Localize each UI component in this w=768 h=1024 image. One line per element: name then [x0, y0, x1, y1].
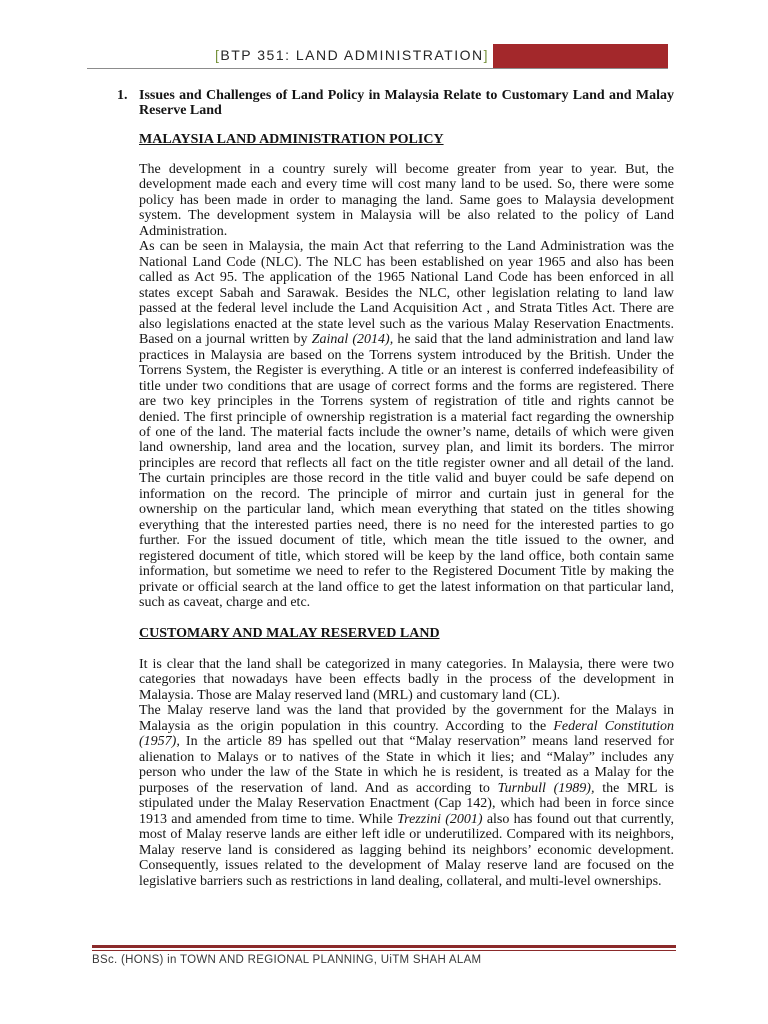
paragraph — [139, 657, 674, 703]
text-line — [139, 734, 674, 749]
text-line-content: information on the record. The principle of mirror and curtain just in general for the — [139, 486, 674, 502]
text-line — [139, 255, 674, 270]
header-rule — [87, 68, 668, 69]
italic-citation: Zainal (2014), — [311, 332, 394, 348]
text-line-content: land ownership, land area and the location, survey plan, and limit its borders. The mirror — [139, 440, 674, 456]
header-color-bar — [493, 44, 668, 68]
text-line-content — [139, 812, 674, 827]
text-line-content: Malaysia. Those are Malay reserved land (MRL) and customary land (CL). — [139, 687, 561, 703]
paragraph — [139, 162, 674, 239]
text-line — [139, 440, 674, 455]
text-run: Based on a journal written by — [139, 332, 312, 348]
text-line-content: As can be seen in Malaysia, the main Act that referring to the Land Administration was the — [139, 239, 674, 255]
section-number: 1. — [117, 88, 128, 103]
subsection-body-customary-and-malay-reserved-land — [139, 657, 674, 889]
section-title-line — [139, 103, 674, 118]
text-line — [139, 425, 674, 440]
text-line — [139, 750, 674, 765]
text-line — [139, 533, 674, 548]
text-line-content: of one of the land. The material facts include the owner’s name, details of which were given — [139, 424, 674, 440]
text-line — [139, 812, 674, 827]
paragraph — [139, 239, 674, 610]
text-line-content: are two key principles in the Torrens system of registration of title and rights cannot be — [139, 394, 674, 410]
text-line-content: private or official search at the land office to get the latest information on that particular land, — [139, 579, 674, 595]
subsection-body-land-administration-policy — [139, 162, 674, 611]
text-line-content: also legislations enacted at the state level such as the various Malay Reservation Enactments. — [139, 316, 674, 332]
text-line-content: National Land Code (NLC). The NLC has been established on year 1965 and also has been — [139, 254, 674, 270]
text-line-content: registered document of title, which stored will be keep by the land office, both contain same — [139, 548, 674, 564]
text-line — [139, 874, 674, 889]
text-line-content: stipulated under the Malay Reservation Enactment (Cap 142), which had been in force since — [139, 796, 674, 812]
text-line-content: everything that the interested parties need, there is no need for the interested parties to go — [139, 517, 674, 533]
text-line — [139, 224, 674, 239]
text-run: purposes of the reservation of land. And as according to — [139, 780, 498, 796]
text-line-content: Issues and Challenges of Land Policy in Malaysia Relate to Customary Land and Malay — [139, 88, 674, 103]
text-line — [139, 595, 674, 610]
text-line — [139, 564, 674, 579]
text-line — [139, 672, 674, 687]
italic-citation: (1957), — [139, 734, 180, 750]
text-line — [139, 379, 674, 394]
text-line — [139, 394, 674, 409]
text-line — [139, 858, 674, 873]
text-line — [139, 177, 674, 192]
text-line — [139, 286, 674, 301]
text-line — [139, 363, 674, 378]
text-line-content — [139, 719, 674, 734]
text-line — [139, 162, 674, 177]
text-line-content: development made each and every time will cost many land to be used. So, there were some — [139, 177, 674, 193]
text-line-content: system. The development system in Malaysia will be also related to the policy of Land — [139, 208, 674, 224]
text-line — [139, 827, 674, 842]
footer-rule-thick — [92, 945, 676, 948]
italic-citation: Trezzini (2001) — [397, 811, 483, 827]
text-line-content: further. For the issued document of title, which mean the title issued to the owner, and — [139, 533, 674, 549]
section-title-line — [139, 88, 674, 103]
text-line-content: Consequently, issues related to the development of Malay reserve land are focused on the — [139, 858, 674, 874]
text-line-content: person who under the law of the State in which he is resident, is treated as a Malay for the — [139, 765, 674, 781]
text-line-content: denied. The first principle of ownership registration is a material fact regarding the ownership — [139, 409, 674, 425]
text-line — [139, 193, 674, 208]
text-line-content: The development in a country surely will become greater from year to year. But, the — [139, 162, 674, 177]
text-line — [139, 348, 674, 363]
text-run: In the article 89 has spelled out that “Malay reservation” means land reserved for — [179, 734, 674, 750]
text-line-content: title under two conditions that are usage of correct forms and the forms are registered. There — [139, 378, 674, 394]
text-line — [139, 657, 674, 672]
text-line — [139, 781, 674, 796]
text-line-content: Administration. — [139, 223, 228, 239]
text-line — [139, 239, 674, 254]
text-line — [139, 317, 674, 332]
text-line-content: The curtain principles are those record in the title valid and buyer could be safe depend on — [139, 471, 674, 487]
text-line-content: states except Sabah and Sarawak. Besides the NLC, other legislation relating to land law — [139, 285, 674, 301]
text-line-content: Reserve Land — [139, 103, 222, 119]
text-line — [139, 580, 674, 595]
section-title — [139, 88, 674, 119]
footer-rule-thin — [92, 950, 676, 951]
text-line — [139, 688, 674, 703]
text-line — [139, 301, 674, 316]
text-line-content: Torrens System, the Register is everything. A title or an interest is conferred indefeasibility of — [139, 363, 674, 379]
text-line — [139, 765, 674, 780]
text-line-content — [139, 332, 674, 347]
text-line-content: Malay reserve land is considered as lagging behind its neighbors’ economic development. — [139, 842, 674, 858]
text-line — [139, 549, 674, 564]
text-line-content — [139, 781, 674, 796]
text-line-content: categories that nowadays have been effects badly in the process of the development in — [139, 672, 674, 688]
text-line — [139, 518, 674, 533]
text-line — [139, 270, 674, 285]
text-line — [139, 208, 674, 223]
text-line-content: information, but sometime we need to refer to the Registered Document Title by making the — [139, 564, 674, 580]
text-line-content: principles are record that reflects all fact on the title register owner and all detail of the land. — [139, 455, 674, 471]
text-line-content: It is clear that the land shall be categorized in many categories. In Malaysia, there were two — [139, 657, 674, 672]
header-open-bracket: [ — [215, 47, 221, 63]
text-line — [139, 703, 674, 718]
italic-citation: Turnbull (1989), — [497, 780, 595, 796]
text-line — [139, 456, 674, 471]
text-line-content: called as Act 95. The application of the 1965 National Land Code has been enforced in all — [139, 270, 674, 286]
text-line — [139, 502, 674, 517]
text-line — [139, 843, 674, 858]
text-line-content: such as caveat, charge and etc. — [139, 595, 311, 611]
text-line-content: The Malay reserve land was the land that provided by the government for the Malays in — [139, 703, 674, 719]
text-line — [139, 487, 674, 502]
page-header-title — [87, 45, 489, 65]
subsection-heading-land-administration-policy: MALAYSIA LAND ADMINISTRATION POLICY — [139, 132, 444, 147]
text-run: Malaysia as the origin population in this country. According to the — [139, 718, 554, 734]
text-line-content: alienation to Malays or to natives of the State in which it lies; and “Malay” includes any — [139, 749, 674, 765]
text-line-content: most of Malay reserve lands are either left idle or underutilized. Compared with its neighbors, — [139, 827, 674, 843]
footer-text: BSc. (HONS) in TOWN AND REGIONAL PLANNING, UiTM SHAH ALAM — [92, 954, 482, 966]
text-run: he said that the land administration and land law — [393, 332, 674, 348]
text-line-content — [139, 734, 674, 749]
text-run: 1913 and amended from time to time. While — [139, 811, 398, 827]
text-line — [139, 471, 674, 486]
text-line-content: practices in Malaysia are based on the Torrens system introduced by the British. Under the — [139, 347, 674, 363]
text-line — [139, 332, 674, 347]
text-line-content: policy has been made in order to managing the land. Same goes to Malaysia development — [139, 192, 674, 208]
text-line — [139, 410, 674, 425]
header-course-title: BTP 351: LAND ADMINISTRATION — [220, 47, 484, 63]
text-line-content: ownership on the particular land, which mean everything that stated on the titles showing — [139, 502, 674, 518]
text-line-content: legislative barriers such as restrictions in land dealing, collateral, and multi-level ownerships. — [139, 873, 662, 889]
text-run: also has found out that currently, — [482, 811, 674, 827]
header-close-bracket: ] — [483, 47, 489, 63]
subsection-heading-customary-and-malay-reserved-land: CUSTOMARY AND MALAY RESERVED LAND — [139, 626, 440, 641]
italic-citation: Federal Constitution — [553, 718, 674, 734]
paragraph — [139, 703, 674, 889]
text-line — [139, 719, 674, 734]
text-line-content: passed at the federal level include the Land Acquisition Act , and Strata Titles Act. There are — [139, 301, 674, 317]
text-line — [139, 796, 674, 811]
text-run: the MRL is — [594, 780, 674, 796]
